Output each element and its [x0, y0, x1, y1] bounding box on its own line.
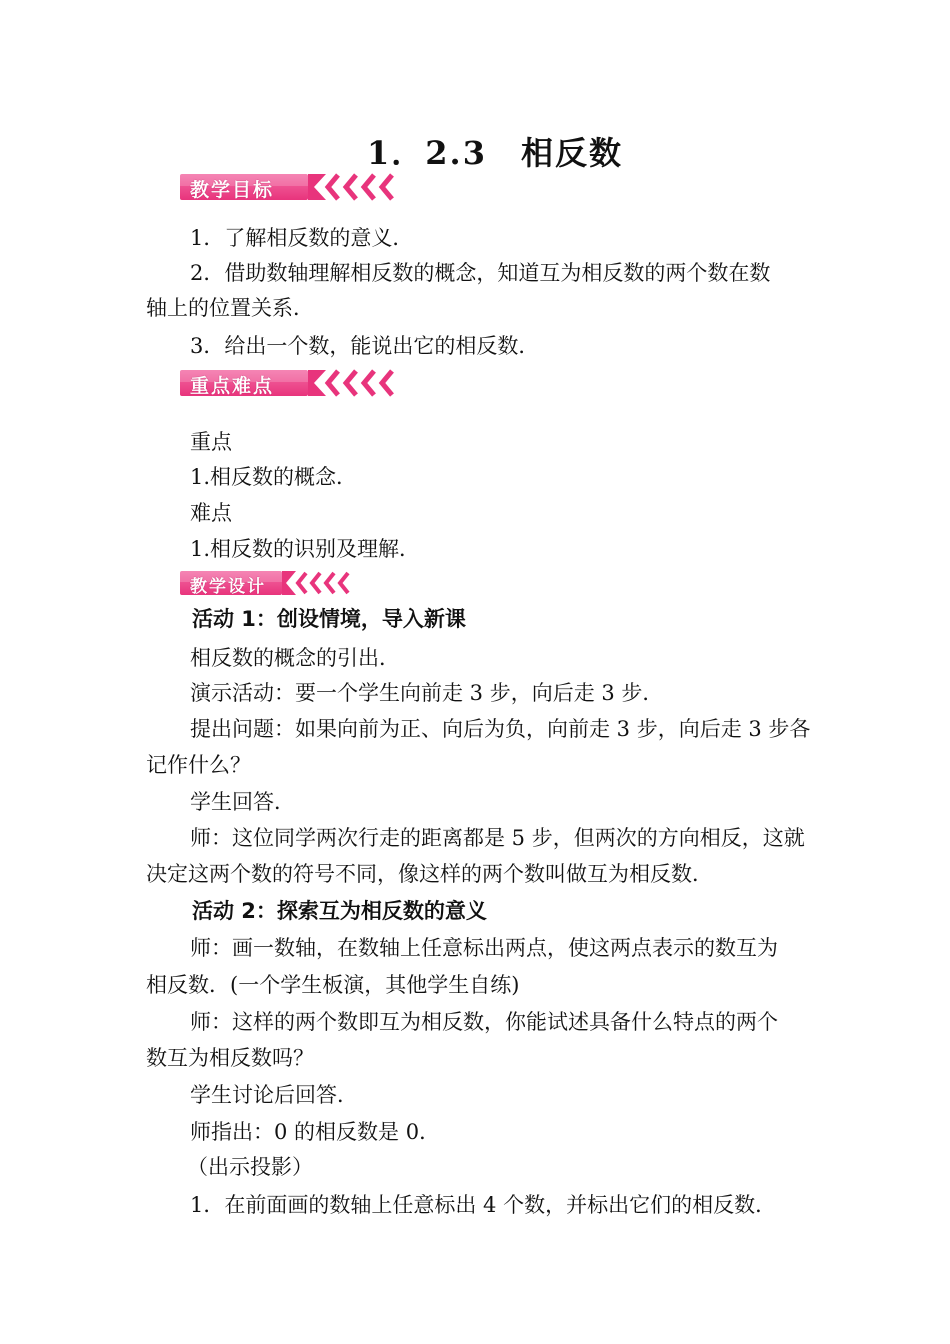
activity-1-line: 相反数的概念的引出．	[190, 646, 400, 670]
key-heading: 重点	[190, 430, 232, 454]
page-title: 1．2.3 相反数	[367, 134, 623, 172]
key-item: 1.相反数的概念．	[190, 465, 358, 489]
chevrons-decoration-icon	[308, 368, 400, 398]
activity-1-heading: 活动 1：创设情境，导入新课	[192, 607, 466, 631]
banner-label: 重点难点	[190, 375, 275, 397]
objective-item: 3．给出一个数，能说出它的相反数．	[190, 334, 540, 358]
activity-1-line: 学生回答．	[190, 790, 295, 814]
activity-2-line: 数互为相反数吗？	[146, 1046, 314, 1070]
difficulty-heading: 难点	[190, 501, 232, 525]
activity-1-line: 记作什么？	[146, 753, 251, 777]
chevrons-decoration-icon	[308, 172, 400, 202]
activity-1-line: 演示活动：要一个学生向前走 3 步，向后走 3 步．	[190, 681, 664, 705]
activity-2-line: 师：画一数轴，在数轴上任意标出两点，使这两点表示的数互为	[190, 936, 778, 960]
activity-2-line: 相反数．(一个学生板演，其他学生自练)	[146, 973, 520, 997]
activity-2-line: 学生讨论后回答．	[190, 1083, 358, 1107]
activity-1-line: 决定这两个数的符号不同，像这样的两个数叫做互为相反数．	[146, 862, 713, 886]
section-banner-key-points	[180, 368, 400, 398]
activity-2-line: 师指出：0 的相反数是 0．	[190, 1120, 441, 1144]
activity-2-line: 1．在前面画的数轴上任意标出 4 个数，并标出它们的相反数．	[190, 1193, 777, 1217]
section-banner-objectives	[180, 172, 400, 202]
activity-2-line: （出示投影）	[187, 1155, 313, 1179]
activity-2-heading: 活动 2：探索互为相反数的意义	[192, 899, 487, 923]
banner-label: 教学目标	[190, 179, 275, 201]
banner-label: 教学设计	[190, 577, 266, 597]
chevrons-decoration-icon	[282, 569, 350, 599]
objective-item: 1．了解相反数的意义．	[190, 226, 414, 250]
activity-1-line: 师：这位同学两次行走的距离都是 5 步，但两次的方向相反，这就	[190, 826, 805, 850]
activity-1-line: 提出问题：如果向前为正、向后为负，向前走 3 步，向后走 3 步各	[190, 717, 811, 741]
difficulty-item: 1.相反数的识别及理解．	[190, 537, 421, 561]
objective-item: 2．借助数轴理解相反数的概念，知道互为相反数的两个数在数	[190, 261, 771, 285]
objective-item: 轴上的位置关系．	[146, 296, 314, 320]
section-banner-design	[180, 569, 350, 599]
activity-2-line: 师：这样的两个数即互为相反数，你能试述具备什么特点的两个	[190, 1010, 778, 1034]
